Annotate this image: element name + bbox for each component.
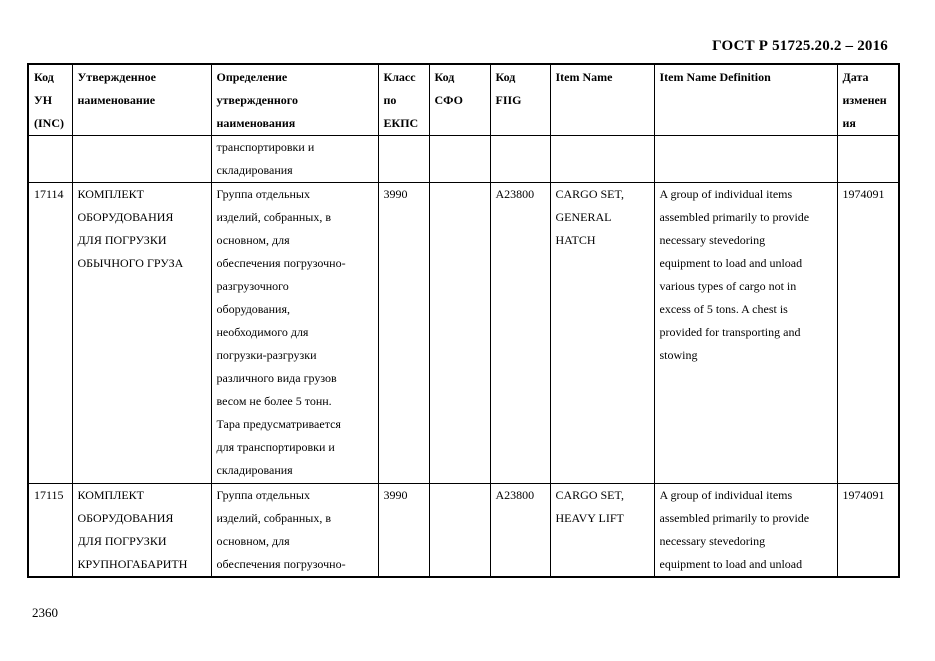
cell-fiig: A23800 [490, 183, 550, 484]
cell-item-definition: A group of individual items assembled primarily to provide necessary stevedoring equipment to load and unload various types of cargo not in excess of 5 tons. A chest is provided for transporting and stowing [654, 183, 837, 484]
cell-inc: 17115 [28, 484, 72, 578]
cell-item-definition: A group of individual items assembled primarily to provide necessary stevedoring equipment to load and unload [654, 484, 837, 578]
cell-class: 3990 [378, 484, 429, 578]
cell-definition: транспортировки и складирования [211, 136, 378, 183]
col-header-class: Класс по ЕКПС [378, 64, 429, 136]
col-header-sfo: Код СФО [429, 64, 490, 136]
cell-class: 3990 [378, 183, 429, 484]
cell-date: 1974091 [837, 183, 899, 484]
cell-item-name: CARGO SET, HEAVY LIFT [550, 484, 654, 578]
col-header-item-definition: Item Name Definition [654, 64, 837, 136]
specification-table [27, 63, 900, 578]
cell-date: 1974091 [837, 484, 899, 578]
col-header-definition: Определение утвержденного наименования [211, 64, 378, 136]
col-header-date: Дата изменен ия [837, 64, 899, 136]
cell-definition: Группа отдельных изделий, собранных, в основном, для обеспечения погрузочно- [211, 484, 378, 578]
cell-approved-name: КОМПЛЕКТ ОБОРУДОВАНИЯ ДЛЯ ПОГРУЗКИ КРУПНОГАБАРИТН [72, 484, 211, 578]
table-row [28, 484, 899, 578]
table-row-continuation [28, 136, 899, 183]
col-header-item-name: Item Name [550, 64, 654, 136]
cell-inc: 17114 [28, 183, 72, 484]
cell-fiig: A23800 [490, 484, 550, 578]
table-row [28, 183, 899, 484]
cell-sfo [429, 183, 490, 484]
col-header-approved-name: Утвержденное наименование [72, 64, 211, 136]
cell-sfo [429, 484, 490, 578]
header-row [28, 64, 899, 136]
cell-approved-name: КОМПЛЕКТ ОБОРУДОВАНИЯ ДЛЯ ПОГРУЗКИ ОБЫЧНОГО ГРУЗА [72, 183, 211, 484]
document-header: ГОСТ Р 51725.20.2 – 2016 [712, 38, 888, 54]
cell-item-name: CARGO SET, GENERAL HATCH [550, 183, 654, 484]
col-header-inc: Код УН (INC) [28, 64, 72, 136]
page-number: 2360 [32, 605, 58, 620]
col-header-fiig: Код FIIG [490, 64, 550, 136]
cell-definition: Группа отдельных изделий, собранных, в основном, для обеспечения погрузочно- разгрузочного оборудования, необходимого для погрузки-разгрузки различного вида грузов весом не более 5 тонн. Тара предусматривается для транспортировки и складирования [211, 183, 378, 484]
